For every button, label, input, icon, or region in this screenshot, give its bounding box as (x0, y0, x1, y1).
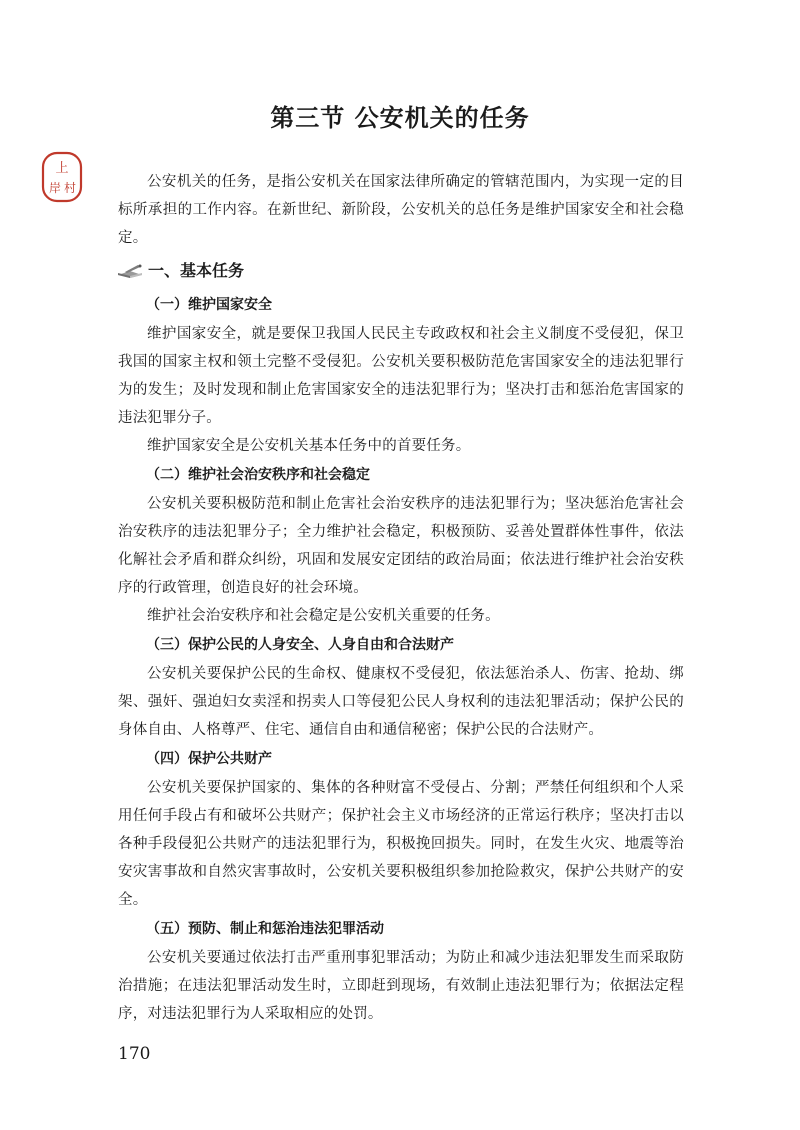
subheading-public-order: （二）维护社会治安秩序和社会稳定 (146, 467, 370, 483)
paragraph-crime-prevention: 公安机关要通过依法打击严重刑事犯罪活动；为防止和减少违法犯罪发生而采取防治措施；在违法犯罪活动发生时，立即赶到现场，有效制止违法犯罪行为；依据法定程序，对违法犯罪行为人采取相应的处罚。 (118, 950, 684, 1022)
paragraph-national-security-1: 维护国家安全，就是要保卫我国人民民主专政政权和社会主义制度不受侵犯，保卫我国的国家主权和领土完整不受侵犯。公安机关要积极防范危害国家安全的违法犯罪行为的发生；及时发现和制止危害国家安全的违法犯罪行为；坚决打击和惩治危害国家的违法犯罪分子。 (118, 326, 684, 426)
book-pen-icon (116, 263, 146, 279)
body-text (118, 168, 684, 1028)
paragraph-public-property: 公安机关要保护国家的、集体的各种财富不受侵占、分割；严禁任何组织和个人采用任何手段占有和破坏公共财产；保护社会主义市场经济的正常运行秩序；坚决打击以各种手段侵犯公共财产的违法犯罪行为，积极挽回损失。同时，在发生火灾、地震等治安灾害事故和自然灾害事故时，公安机关要积极组织参加抢险救灾，保护公共财产的安全。 (118, 780, 684, 908)
seal-stamp-icon (40, 150, 84, 204)
paragraph-public-order-2: 维护社会治安秩序和社会稳定是公安机关重要的任务。 (147, 608, 500, 624)
svg-text:岸: 岸 (48, 181, 62, 195)
svg-text:上: 上 (55, 161, 69, 176)
svg-text:村: 村 (63, 181, 77, 195)
subheading-national-security: （一）维护国家安全 (146, 297, 272, 313)
subheading-crime-prevention: （五）预防、制止和惩治违法犯罪活动 (146, 921, 384, 937)
intro-paragraph: 公安机关的任务，是指公安机关在国家法律所确定的管辖范围内，为实现一定的目标所承担的工作内容。在新世纪、新阶段，公安机关的总任务是维护国家安全和社会稳定。 (118, 174, 684, 246)
paragraph-citizen-protection: 公安机关要保护公民的生命权、健康权不受侵犯，依法惩治杀人、伤害、抢劫、绑架、强奸、强迫妇女卖淫和拐卖人口等侵犯公民人身权利的违法犯罪活动；保护公民的身体自由、人格尊严、住宅、通信自由和通信秘密；保护公民的合法财产。 (118, 666, 684, 738)
page-number: 170 (118, 1044, 151, 1064)
paragraph-public-order-1: 公安机关要积极防范和制止危害社会治安秩序的违法犯罪行为；坚决惩治危害社会治安秩序的违法犯罪分子；全力维护社会稳定，积极预防、妥善处置群体性事件，依法化解社会矛盾和群众纠纷，巩固和发展安定团结的政治局面；依法进行维护社会治安秩序的行政管理，创造良好的社会环境。 (118, 496, 684, 596)
section-heading-text: 一、基本任务 (148, 261, 245, 280)
section-heading-basic-tasks (116, 256, 684, 286)
subheading-citizen-protection: （三）保护公民的人身安全、人身自由和合法财产 (146, 637, 454, 653)
page-title: 第三节 公安机关的任务 (270, 103, 530, 132)
paragraph-national-security-2: 维护国家安全是公安机关基本任务中的首要任务。 (147, 438, 471, 454)
subheading-public-property: （四）保护公共财产 (146, 751, 272, 767)
